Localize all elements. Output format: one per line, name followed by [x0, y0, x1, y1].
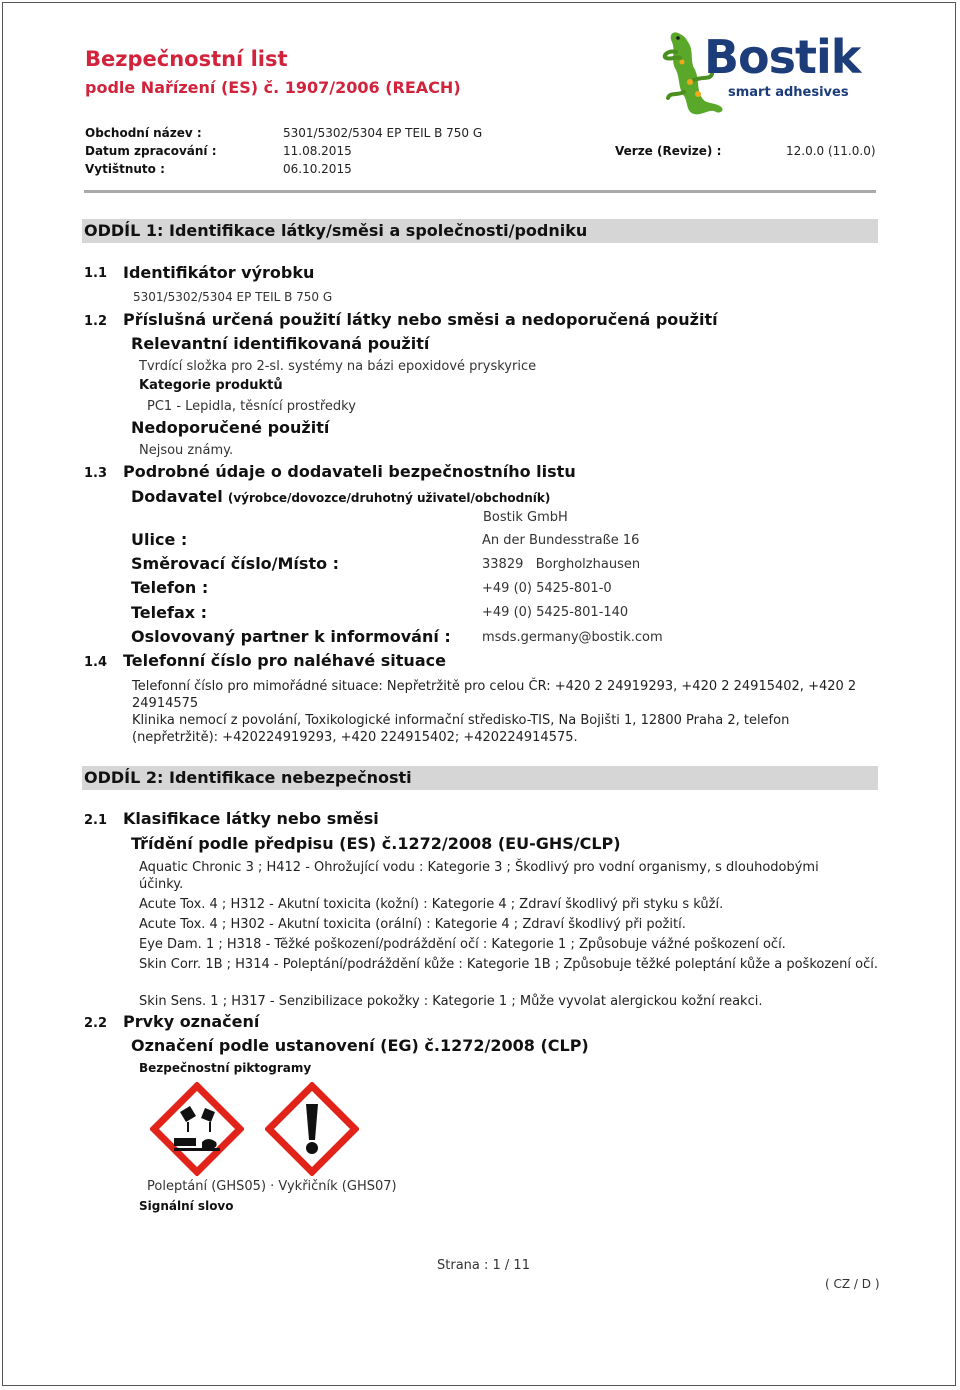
header-divider — [84, 190, 876, 193]
s2-2-title: Prvky označení — [123, 1012, 260, 1031]
supplier-heading — [131, 487, 550, 506]
pictograms-caption: Poleptání (GHS05) · Vykřičník (GHS07) — [147, 1179, 397, 1194]
classification-item: Acute Tox. 4 ; H302 - Akutní toxicita (orální) : Kategorie 4 ; Zdraví škodlivý při požití. — [139, 917, 686, 932]
date-value: 11.08.2015 — [283, 144, 352, 158]
city-label: Směrovací číslo/Místo : — [131, 554, 340, 573]
city-value: 33829 Borgholzhausen — [482, 557, 641, 572]
ghs07-exclamation-icon — [265, 1082, 359, 1176]
phone-label: Telefon : — [131, 578, 209, 597]
s1-2-title: Příslušná určená použití látky nebo směsi a nedoporučená použití — [123, 310, 718, 329]
date-label: Datum zpracování : — [85, 144, 217, 158]
classification-item: Acute Tox. 4 ; H312 - Akutní toxicita (kožní) : Kategorie 4 ; Zdraví škodlivý při styku s kůží. — [139, 897, 724, 912]
printed-label: Vytištnuto : — [85, 162, 165, 176]
emergency-phone-text: Telefonní číslo pro mimořádné situace: Nepřetržitě pro celou ČR: +420 2 24919293, +420 2 24915402, +420 2 24914575 — [132, 679, 857, 711]
s2-2-subtitle: Označení podle ustanovení (EG) č.1272/2008 (CLP) — [131, 1036, 589, 1055]
product-identifier: 5301/5302/5304 EP TEIL B 750 G — [133, 290, 333, 304]
not-recommended-text: Nejsou známy. — [139, 443, 234, 458]
supplier-title: Dodavatel — [131, 487, 223, 506]
classification-item: Skin Sens. 1 ; H317 - Senzibilizace pokožky : Kategorie 1 ; Může vyvolat alergickou kožní reakci. — [139, 994, 763, 1009]
s1-1-title: Identifikátor výrobku — [123, 263, 315, 282]
ghs05-corrosion-icon — [150, 1082, 244, 1176]
s1-2-number: 1.2 — [84, 314, 108, 329]
trade-name-value: 5301/5302/5304 EP TEIL B 750 G — [283, 126, 483, 140]
s2-2-number: 2.2 — [84, 1016, 108, 1031]
version-label: Verze (Revize) : — [615, 144, 722, 158]
product-category-text: PC1 - Lepidla, těsnící prostředky — [147, 399, 356, 414]
fax-label: Telefax : — [131, 603, 208, 622]
section-2-header: ODDÍL 2: Identifikace nebezpečnosti — [82, 766, 878, 790]
classification-item: Skin Corr. 1B ; H314 - Poleptání/podráždění kůže : Kategorie 1B ; Způsobuje těžké poleptání kůže a poškození očí. — [139, 957, 878, 972]
s1-4-title: Telefonní číslo pro naléhavé situace — [123, 651, 446, 670]
s1-4-number: 1.4 — [84, 655, 108, 670]
s1-3-title: Podrobné údaje o dodavateli bezpečnostního listu — [123, 462, 576, 481]
classification-item: Eye Dam. 1 ; H318 - Těžké poškození/podráždění očí : Kategorie 1 ; Způsobuje vážné poškození očí. — [139, 937, 786, 952]
document-title: Bezpečnostní list — [85, 47, 288, 71]
brand-tagline: smart adhesives — [728, 85, 849, 100]
relevant-uses-title: Relevantní identifikovaná použití — [131, 334, 430, 353]
s2-1-number: 2.1 — [84, 813, 108, 828]
street-label: Ulice : — [131, 530, 188, 549]
relevant-uses-text: Tvrdící složka pro 2-sl. systémy na bázi epoxidové pryskyrice — [139, 359, 537, 374]
company-name: Bostik GmbH — [483, 510, 568, 525]
version-value: 12.0.0 (11.0.0) — [786, 144, 876, 158]
toxicology-center-text: Klinika nemocí z povolání, Toxikologické informační středisko-TIS, Na Bojišti 1, 12800 Praha 2, telefon (nepřetržitě): +420224919293, +420 224915402; +420224914575. — [132, 713, 790, 745]
signal-word-title: Signální slovo — [139, 1199, 234, 1213]
not-recommended-title: Nedoporučené použití — [131, 418, 330, 437]
brand-name: Bostik — [704, 30, 861, 84]
phone-value: +49 (0) 5425-801-0 — [482, 581, 612, 596]
section-1-header: ODDÍL 1: Identifikace látky/směsi a společnosti/podniku — [82, 219, 878, 243]
trade-name-label: Obchodní název : — [85, 126, 202, 140]
pictograms-title: Bezpečnostní piktogramy — [139, 1061, 312, 1075]
page-number: Strana : 1 / 11 — [437, 1258, 530, 1273]
s1-1-number: 1.1 — [84, 266, 108, 281]
printed-value: 06.10.2015 — [283, 162, 352, 176]
s2-1-title: Klasifikace látky nebo směsi — [123, 809, 379, 828]
document-subtitle: podle Nařízení (ES) č. 1907/2006 (REACH) — [85, 78, 461, 97]
product-category-title: Kategorie produktů — [139, 378, 283, 393]
language-code: ( CZ / D ) — [825, 1277, 880, 1291]
street-value: An der Bundesstraße 16 — [482, 533, 640, 548]
s2-1-subtitle: Třídění podle předpisu (ES) č.1272/2008 (EU-GHS/CLP) — [131, 834, 621, 853]
contact-email[interactable]: msds.germany@bostik.com — [482, 630, 663, 645]
bostik-logo — [650, 22, 880, 122]
fax-value: +49 (0) 5425-801-140 — [482, 605, 629, 620]
supplier-note: (výrobce/dovozce/druhotný uživatel/obchodník) — [227, 491, 551, 505]
classification-item: Aquatic Chronic 3 ; H412 - Ohrožující vodu : Kategorie 3 ; Škodlivý pro vodní organismy, s dlouhodobými účinky. — [139, 860, 819, 892]
s1-3-number: 1.3 — [84, 466, 108, 481]
contact-label: Oslovovaný partner k informování : — [131, 627, 451, 646]
